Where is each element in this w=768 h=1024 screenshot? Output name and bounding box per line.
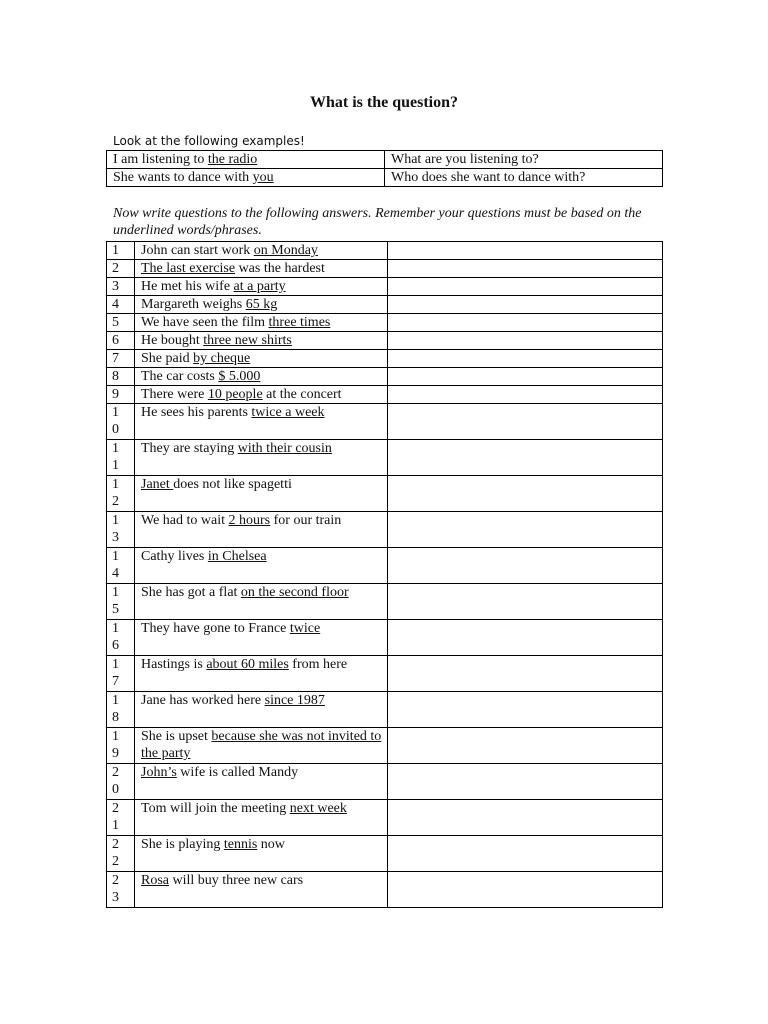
row-number: [107, 332, 135, 350]
underlined-phrase: tennis: [223, 837, 258, 852]
sentence-text: Tom will join the meeting: [141, 801, 290, 816]
answer-sentence: [135, 692, 388, 728]
table-row: [107, 368, 663, 386]
table-row: [107, 332, 663, 350]
sentence-text: They are staying: [141, 441, 238, 456]
row-number-digit: 6: [112, 333, 119, 348]
answer-sentence: [135, 386, 388, 404]
row-number-digit: 0: [112, 782, 119, 797]
row-number-digit: 1: [112, 818, 119, 833]
row-number: [107, 404, 135, 440]
row-number-digit: 4: [112, 297, 119, 312]
answer-sentence: [135, 368, 388, 386]
question-answer-cell[interactable]: [388, 872, 663, 908]
question-answer-cell[interactable]: [388, 836, 663, 872]
sentence-text: She is playing: [141, 837, 224, 852]
sentence-text: They have gone to France: [141, 621, 290, 636]
sentence-text: She paid: [141, 351, 194, 366]
table-row: [107, 314, 663, 332]
table-row: [107, 800, 663, 836]
underlined-phrase: on the second floor: [240, 585, 349, 600]
table-row: [107, 764, 663, 800]
sentence-text: Cathy lives: [141, 549, 208, 564]
underlined-phrase: three times: [268, 315, 331, 330]
example-question: Who does she want to dance with?: [385, 169, 663, 187]
question-answer-cell[interactable]: [388, 656, 663, 692]
underlined-phrase: twice a week: [251, 405, 325, 420]
answer-text: She wants to dance with: [113, 170, 253, 185]
row-number-digit: 9: [112, 746, 119, 761]
examples-intro: Look at the following examples!: [113, 134, 305, 148]
row-number: [107, 872, 135, 908]
sentence-text: We had to wait: [141, 513, 229, 528]
row-number: [107, 692, 135, 728]
row-number: [107, 620, 135, 656]
row-number-digit: 7: [112, 674, 119, 689]
answer-sentence: [135, 404, 388, 440]
row-number-digit: 4: [112, 566, 119, 581]
answer-sentence: [135, 242, 388, 260]
sentence-text: will buy three new cars: [169, 873, 304, 888]
row-number-digit: 2: [112, 873, 119, 888]
sentence-text: Hastings is: [141, 657, 207, 672]
sentence-text: There were: [141, 387, 208, 402]
sentence-text: He met his wife: [141, 279, 234, 294]
question-answer-cell[interactable]: [388, 584, 663, 620]
sentence-text: at the concert: [262, 387, 342, 402]
row-number-digit: 1: [112, 585, 119, 600]
answer-sentence: [135, 764, 388, 800]
underlined-phrase: The last exercise: [141, 261, 236, 276]
example-answer: [107, 169, 385, 187]
answer-sentence: [135, 620, 388, 656]
question-answer-cell[interactable]: [388, 296, 663, 314]
row-number-digit: 1: [112, 405, 119, 420]
row-number: [107, 296, 135, 314]
example-answer: [107, 151, 385, 169]
underlined-phrase: 2 hours: [228, 513, 271, 528]
sentence-text: We have seen the film: [141, 315, 269, 330]
answer-sentence: [135, 314, 388, 332]
table-row: [107, 512, 663, 548]
answer-sentence: [135, 512, 388, 548]
row-number-digit: 7: [112, 351, 119, 366]
sentence-text: does not like spagetti: [173, 477, 292, 492]
answer-sentence: [135, 476, 388, 512]
underlined-phrase: three new shirts: [203, 333, 292, 348]
question-answer-cell[interactable]: [388, 692, 663, 728]
row-number-digit: 5: [112, 315, 119, 330]
table-row: [107, 836, 663, 872]
row-number-digit: 6: [112, 638, 119, 653]
question-answer-cell[interactable]: [388, 386, 663, 404]
underlined-phrase: $ 5.000: [218, 369, 261, 384]
table-row: [107, 386, 663, 404]
sentence-text: now: [257, 837, 285, 852]
table-row: [107, 260, 663, 278]
question-answer-cell[interactable]: [388, 278, 663, 296]
answer-sentence: [135, 584, 388, 620]
table-row: [107, 404, 663, 440]
question-answer-cell[interactable]: [388, 440, 663, 476]
answer-sentence: [135, 296, 388, 314]
table-row: [107, 692, 663, 728]
sentence-text: He sees his parents: [141, 405, 252, 420]
question-answer-cell[interactable]: [388, 404, 663, 440]
question-answer-cell[interactable]: [388, 242, 663, 260]
sentence-text: from here: [288, 657, 348, 672]
row-number: [107, 278, 135, 296]
sentence-text: was the hardest: [235, 261, 325, 276]
underlined-phrase: John’s: [141, 765, 177, 780]
row-number-digit: 1: [112, 729, 119, 744]
row-number: [107, 764, 135, 800]
row-number-digit: 1: [112, 477, 119, 492]
underlined-phrase: by cheque: [193, 351, 251, 366]
table-row: [107, 620, 663, 656]
row-number-digit: 3: [112, 279, 119, 294]
question-answer-cell[interactable]: [388, 620, 663, 656]
answers-table: [106, 241, 663, 908]
instructions: Now write questions to the following answers. Remember your questions must be based on the underlined words/phrases.: [113, 206, 642, 238]
answer-sentence: [135, 836, 388, 872]
row-number-digit: 8: [112, 369, 119, 384]
underlined-phrase: Janet: [141, 477, 174, 492]
row-number: [107, 350, 135, 368]
table-row: [107, 656, 663, 692]
underlined-phrase: in Chelsea: [207, 549, 267, 564]
answer-sentence: [135, 728, 388, 764]
table-row: [107, 728, 663, 764]
question-answer-cell[interactable]: [388, 476, 663, 512]
answer-sentence: [135, 260, 388, 278]
answer-text: I am listening to: [113, 152, 208, 167]
question-answer-cell[interactable]: [388, 764, 663, 800]
sentence-text: He bought: [141, 333, 204, 348]
underlined-phrase: because she was not invited to the party: [141, 729, 382, 761]
question-answer-cell[interactable]: [388, 314, 663, 332]
underlined-phrase: Rosa: [141, 873, 169, 888]
table-row: [107, 476, 663, 512]
question-answer-cell[interactable]: [388, 512, 663, 548]
row-number: [107, 512, 135, 548]
row-number: [107, 368, 135, 386]
row-number: [107, 548, 135, 584]
row-number: [107, 440, 135, 476]
underlined-phrase: since 1987: [264, 693, 325, 708]
sentence-text: for our train: [270, 513, 342, 528]
sentence-text: Jane has worked here: [141, 693, 265, 708]
row-number-digit: 0: [112, 422, 119, 437]
sentence-text: She is upset: [141, 729, 212, 744]
question-answer-cell[interactable]: [388, 332, 663, 350]
row-number: [107, 386, 135, 404]
table-row: [107, 242, 663, 260]
answer-sentence: [135, 548, 388, 584]
sentence-text: She has got a flat: [141, 585, 241, 600]
row-number: [107, 476, 135, 512]
question-answer-cell[interactable]: [388, 728, 663, 764]
row-number-digit: 1: [112, 441, 119, 456]
answer-sentence: [135, 656, 388, 692]
row-number-digit: 1: [112, 693, 119, 708]
answer-sentence: [135, 800, 388, 836]
table-row: [107, 296, 663, 314]
question-answer-cell[interactable]: [388, 368, 663, 386]
sentence-text: The car costs: [141, 369, 219, 384]
row-number-digit: 1: [112, 513, 119, 528]
row-number-digit: 2: [112, 801, 119, 816]
row-number: [107, 584, 135, 620]
row-number: [107, 728, 135, 764]
question-answer-cell[interactable]: [388, 260, 663, 278]
table-row: [107, 872, 663, 908]
row-number-digit: 2: [112, 261, 119, 276]
examples-table: [106, 150, 663, 187]
row-number: [107, 242, 135, 260]
row-number-digit: 2: [112, 854, 119, 869]
table-row: [107, 350, 663, 368]
sentence-text: wife is called Mandy: [176, 765, 299, 780]
question-answer-cell[interactable]: [388, 350, 663, 368]
answer-sentence: [135, 872, 388, 908]
underlined-phrase: about 60 miles: [206, 657, 289, 672]
underlined-phrase: you: [252, 170, 274, 185]
page-title: What is the question?: [309, 94, 459, 111]
underlined-phrase: 10 people: [207, 387, 263, 402]
row-number: [107, 260, 135, 278]
example-row: [107, 169, 663, 187]
row-number-digit: 1: [112, 657, 119, 672]
row-number-digit: 1: [112, 549, 119, 564]
question-answer-cell[interactable]: [388, 548, 663, 584]
answer-sentence: [135, 440, 388, 476]
underlined-phrase: next week: [289, 801, 347, 816]
row-number-digit: 3: [112, 530, 119, 545]
row-number-digit: 1: [112, 458, 119, 473]
row-number-digit: 1: [112, 243, 119, 258]
row-number: [107, 800, 135, 836]
underlined-phrase: the radio: [207, 152, 258, 167]
example-row: [107, 151, 663, 169]
row-number-digit: 8: [112, 710, 119, 725]
row-number-digit: 2: [112, 494, 119, 509]
underlined-phrase: on Monday: [253, 243, 318, 258]
row-number-digit: 2: [112, 765, 119, 780]
underlined-phrase: at a party: [233, 279, 286, 294]
row-number-digit: 1: [112, 621, 119, 636]
underlined-phrase: twice: [289, 621, 321, 636]
table-row: [107, 548, 663, 584]
answer-sentence: [135, 350, 388, 368]
row-number: [107, 656, 135, 692]
row-number: [107, 836, 135, 872]
answer-sentence: [135, 278, 388, 296]
sentence-text: John can start work: [141, 243, 254, 258]
underlined-phrase: 65 kg: [245, 297, 278, 312]
example-question: What are you listening to?: [385, 151, 663, 169]
answer-sentence: [135, 332, 388, 350]
table-row: [107, 440, 663, 476]
row-number-digit: 5: [112, 602, 119, 617]
underlined-phrase: with their cousin: [237, 441, 332, 456]
row-number-digit: 3: [112, 890, 119, 905]
table-row: [107, 278, 663, 296]
question-answer-cell[interactable]: [388, 800, 663, 836]
sentence-text: Margareth weighs: [141, 297, 246, 312]
table-row: [107, 584, 663, 620]
row-number: [107, 314, 135, 332]
row-number-digit: 2: [112, 837, 119, 852]
row-number-digit: 9: [112, 387, 119, 402]
